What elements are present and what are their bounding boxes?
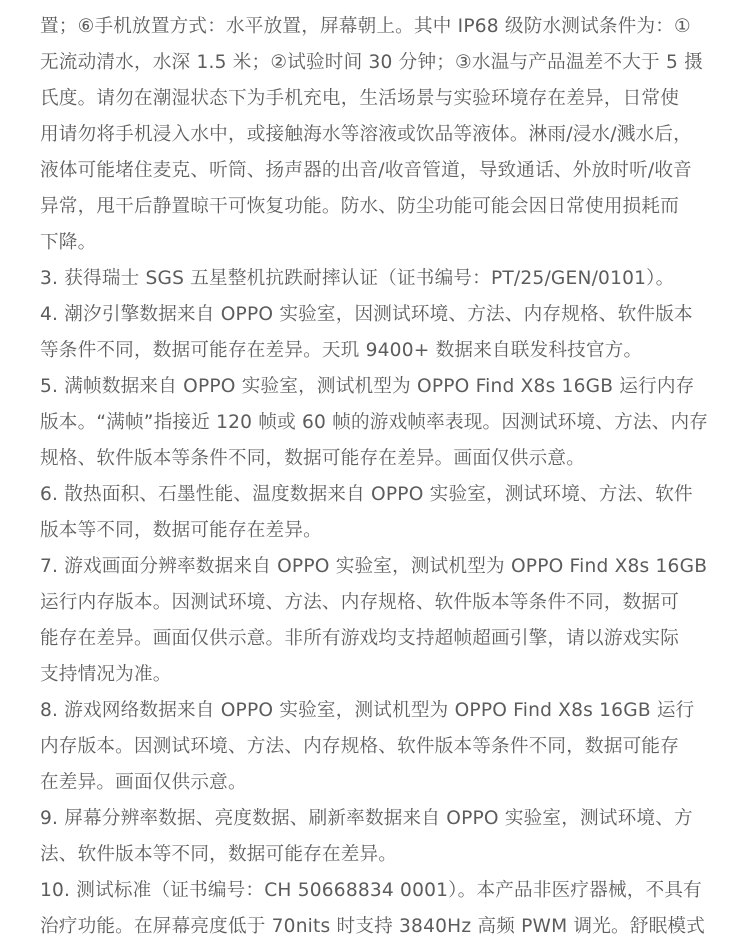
note-5-line: 5. 满帧数据来自 OPPO 实验室，测试机型为 OPPO Find X8s 16GB 运行内存 <box>40 376 695 397</box>
note-6-line: 6. 散热面积、石墨性能、温度数据来自 OPPO 实验室，测试环境、方法、软件 <box>40 484 693 505</box>
note-10-line: 10. 测试标准（证书编号：CH 50668834 0001）。本产品非医疗器械，不具有 <box>40 880 702 901</box>
text-line: 规格、软件版本等条件不同，数据可能存在差异。画面仅供示意。 <box>40 448 586 469</box>
note-3-line: 3. 获得瑞士 SGS 五星整机抗跌耐摔认证（证书编号：PT/25/GEN/0101）。 <box>40 268 675 289</box>
disclaimer-text-block <box>40 9 712 945</box>
text-line: 置；⑥手机放置方式：水平放置，屏幕朝上。其中 IP68 级防水测试条件为：① <box>40 16 691 37</box>
text-line: 等条件不同，数据可能存在差异。天玑 9400+ 数据来自联发科技官方。 <box>40 340 643 361</box>
text-line: 内存版本。因测试环境、方法、内存规格、软件版本等条件不同，数据可能存 <box>40 736 679 757</box>
text-line: 用请勿将手机浸入水中，或接触海水等溶液或饮品等液体。淋雨/浸水/溅水后， <box>40 124 692 145</box>
text-line: 版本。“满帧”指接近 120 帧或 60 帧的游戏帧率表现。因测试环境、方法、内存 <box>40 412 709 433</box>
text-line: 在差异。画面仅供示意。 <box>40 772 247 793</box>
text-line: 法、软件版本等不同，数据可能存在差异。 <box>40 844 398 865</box>
text-line: 无流动清水，水深 1.5 米；②试验时间 30 分钟；③水温与产品温差不大于 5 摄 <box>40 52 703 73</box>
text-line: 治疗功能。在屏幕亮度低于 70nits 时支持 3840Hz 高频 PWM 调光。舒眠模式 <box>40 916 706 937</box>
note-4-line: 4. 潮汐引擎数据来自 OPPO 实验室，因测试环境、方法、内存规格、软件版本 <box>40 304 693 325</box>
text-line: 运行内存版本。因测试环境、方法、内存规格、软件版本等条件不同，数据可 <box>40 592 679 613</box>
text-line: 液体可能堵住麦克、听筒、扬声器的出音/收音管道，导致通话、外放时听/收音 <box>40 160 692 181</box>
text-line: 支持情况为准。 <box>40 664 172 685</box>
note-8-line: 8. 游戏网络数据来自 OPPO 实验室，测试机型为 OPPO Find X8s 16GB 运行 <box>40 700 695 721</box>
note-7-line: 7. 游戏画面分辨率数据来自 OPPO 实验室，测试机型为 OPPO Find X8s 16GB <box>40 556 708 577</box>
text-line: 氏度。请勿在潮湿状态下为手机充电，生活场景与实验环境存在差异，日常使 <box>40 88 679 109</box>
text-line: 异常，甩干后静置晾干可恢复功能。防水、防尘功能可能会因日常使用损耗而 <box>40 196 679 217</box>
text-line: 能存在差异。画面仅供示意。非所有游戏均支持超帧超画引擎，请以游戏实际 <box>40 628 679 649</box>
note-9-line: 9. 屏幕分辨率数据、亮度数据、刷新率数据来自 OPPO 实验室，测试环境、方 <box>40 808 693 829</box>
text-line: 下降。 <box>40 232 97 253</box>
text-line: 版本等不同，数据可能存在差异。 <box>40 520 322 541</box>
